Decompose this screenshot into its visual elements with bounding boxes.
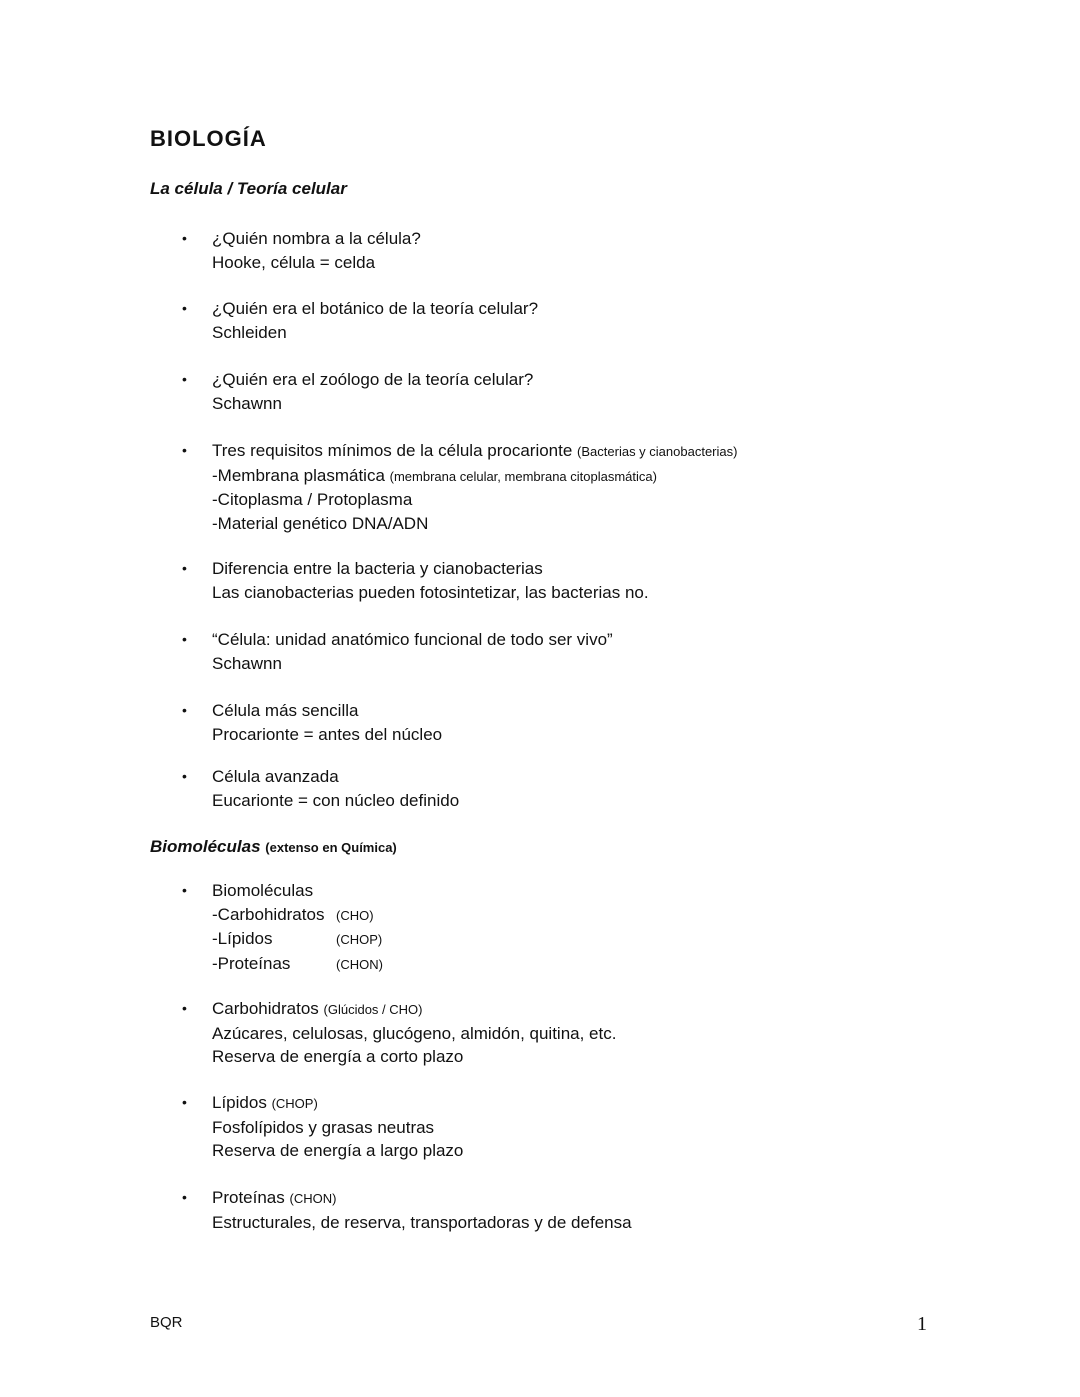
molecule-row	[212, 952, 1002, 977]
answer: Reserva de energía a corto plazo	[212, 1047, 464, 1066]
question	[212, 997, 1002, 1022]
section-title-biomoleculas	[150, 837, 397, 857]
question-note: (Bacterias y cianobacterias)	[577, 444, 738, 459]
answer: Fosfolípidos y grasas neutras	[212, 1117, 435, 1137]
question-note: (Glúcidos / CHO)	[323, 1002, 423, 1017]
list-item	[182, 368, 1002, 415]
answer: Schawnn	[212, 393, 282, 413]
answer: Schleiden	[212, 322, 287, 342]
list-item	[182, 628, 1002, 675]
question-text: Proteínas	[212, 1188, 285, 1207]
molecule-name: -Lípidos	[212, 929, 273, 948]
answer: Reserva de energía a largo plazo	[212, 1141, 464, 1160]
question	[212, 439, 1002, 464]
bullet-icon: •	[182, 1094, 187, 1110]
requirement-line: -Citoplasma / Protoplasma	[212, 490, 413, 509]
question-text: Lípidos	[212, 1093, 267, 1112]
question-text: Carbohidratos	[212, 999, 319, 1018]
answer: Schawnn	[212, 653, 282, 673]
question: ¿Quién era el botánico de la teoría celular?	[212, 299, 539, 318]
requirement-text: -Membrana plasmática	[212, 465, 385, 485]
bullet-icon: •	[182, 300, 187, 316]
section-title-note: (extenso en Química)	[265, 840, 397, 855]
molecule-row	[212, 903, 1002, 928]
question	[212, 1091, 1002, 1116]
bullet-icon: •	[182, 702, 187, 718]
page-number: 1	[917, 1313, 927, 1335]
list-item	[182, 699, 1002, 746]
footer-label: BQR	[150, 1314, 183, 1331]
answer: Hooke, célula = celda	[212, 252, 376, 272]
question: Célula más sencilla	[212, 701, 359, 720]
molecule-code: (CHON)	[336, 956, 383, 972]
requirement-note: (membrana celular, membrana citoplasmática)	[389, 468, 657, 484]
section-title-text: Biomoléculas	[150, 837, 261, 856]
bullet-icon: •	[182, 371, 187, 387]
requirement-line: -Material genético DNA/ADN	[212, 513, 429, 533]
list-item	[182, 997, 1002, 1069]
bullet-icon: •	[182, 631, 187, 647]
list-item	[182, 227, 1002, 274]
question: Biomoléculas	[212, 881, 314, 900]
bullet-icon: •	[182, 768, 187, 784]
molecule-code: (CHOP)	[336, 932, 383, 947]
bullet-icon: •	[182, 560, 187, 576]
list-item	[182, 1186, 1002, 1234]
question: Diferencia entre la bacteria y cianobacterias	[212, 559, 543, 578]
list-item	[182, 879, 1002, 976]
question: “Célula: unidad anatómico funcional de todo ser vivo”	[212, 630, 613, 649]
molecule-name: -Carbohidratos	[212, 904, 325, 924]
answer: Azúcares, celulosas, glucógeno, almidón, quitina, etc.	[212, 1023, 617, 1043]
question: ¿Quién era el zoólogo de la teoría celular?	[212, 370, 534, 389]
answer: Estructurales, de reserva, transportadoras y de defensa	[212, 1212, 632, 1232]
answer: Las cianobacterias pueden fotosintetizar, las bacterias no.	[212, 582, 649, 602]
bullet-icon: •	[182, 882, 187, 898]
question	[212, 1186, 1002, 1211]
answer: Procarionte = antes del núcleo	[212, 724, 443, 744]
bullet-icon: •	[182, 442, 187, 458]
list-item	[182, 557, 1002, 604]
molecule-code: (CHO)	[336, 907, 374, 923]
bullet-icon: •	[182, 1000, 187, 1016]
question: ¿Quién nombra a la célula?	[212, 229, 421, 248]
list-item	[182, 1091, 1002, 1163]
page-title: BIOLOGÍA	[150, 126, 267, 151]
requirement-line	[212, 464, 1002, 489]
answer: Eucarionte = con núcleo definido	[212, 790, 460, 810]
list-item	[182, 297, 1002, 344]
bullet-icon: •	[182, 1189, 187, 1205]
list-item	[182, 765, 1002, 812]
molecule-name: -Proteínas	[212, 953, 291, 973]
question-note: (CHOP)	[271, 1096, 318, 1111]
bullet-icon: •	[182, 230, 187, 246]
list-item	[182, 439, 1002, 535]
section-title-celula: La célula / Teoría celular	[150, 179, 347, 198]
question-note: (CHON)	[289, 1191, 337, 1206]
question: Célula avanzada	[212, 767, 339, 786]
molecule-row	[212, 927, 1002, 952]
question-text: Tres requisitos mínimos de la célula procarionte	[212, 441, 573, 460]
